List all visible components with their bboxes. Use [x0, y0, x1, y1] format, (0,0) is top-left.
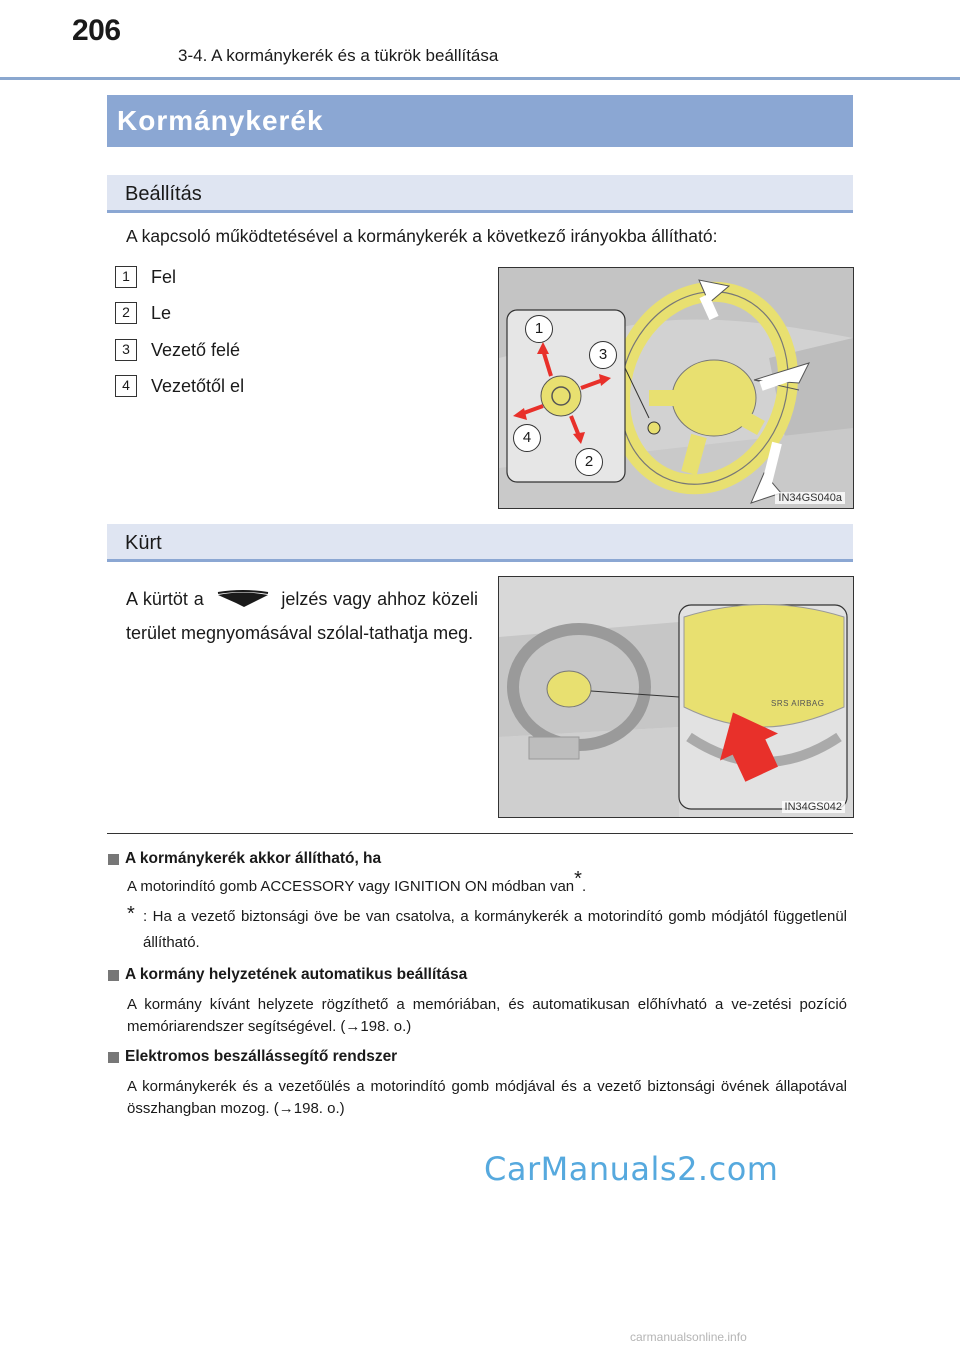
- header-rule: [0, 77, 960, 80]
- horn-figure: [498, 576, 854, 818]
- horn-text-after: jelzés vagy ahhoz közeli terület megnyomásával szólal-tathatja meg.: [126, 589, 479, 643]
- number-box: 4: [115, 375, 137, 397]
- footnote: [127, 904, 847, 956]
- running-header: 3-4. A kormánykerék és a tükrök beállítása: [178, 46, 499, 65]
- steering-adjust-illustration: [499, 268, 853, 508]
- callout-4: 4: [513, 424, 541, 452]
- callout-1: 1: [525, 315, 553, 343]
- number-box: 2: [115, 302, 137, 324]
- note-body: A kormánykerék és a vezetőülés a motorindító gomb módjával és a vezető biztonsági övének állapotával összhangban mozog. (→198. o.): [127, 1078, 847, 1117]
- callout-2: 2: [575, 448, 603, 476]
- footnote-marker: *: [574, 868, 582, 890]
- list-item: [115, 375, 244, 397]
- site-footer: carmanualsonline.info: [630, 1330, 747, 1344]
- list-item-label: Fel: [151, 266, 177, 287]
- number-box: 1: [115, 266, 137, 288]
- steering-adjust-figure: [498, 267, 854, 509]
- figure-code: IN34GS042: [782, 801, 845, 813]
- subsection-horn: Kürt: [107, 524, 853, 562]
- adjustment-intro: A kapcsoló működtetésével a kormánykerék a következő irányokba állítható:: [126, 226, 718, 246]
- note-heading: [108, 850, 381, 868]
- list-item: [115, 339, 240, 361]
- list-item: [115, 266, 176, 288]
- note-body: [127, 868, 847, 898]
- horn-text-before: A kürtöt a: [126, 589, 204, 609]
- note-heading-text: A kormánykerék akkor állítható, ha: [125, 850, 382, 867]
- horn-text: [126, 582, 478, 650]
- page-number: 206: [72, 14, 121, 47]
- square-bullet-icon: [108, 970, 119, 981]
- list-item-label: Vezető felé: [151, 339, 241, 360]
- footnote-text: : Ha a vezető biztonsági öve be van csatolva, a kormánykerék a motorindító gomb módjától függetlenül állítható.: [143, 908, 847, 951]
- horn-icon: [214, 590, 272, 610]
- list-item-label: Le: [151, 302, 172, 323]
- subsection-adjustment: Beállítás: [107, 175, 853, 213]
- note-heading-text: Elektromos beszállássegítő rendszer: [125, 1048, 398, 1065]
- note-heading: [108, 966, 467, 984]
- square-bullet-icon: [108, 854, 119, 865]
- note-heading-text: A kormány helyzetének automatikus beállítása: [125, 966, 468, 983]
- number-box: 3: [115, 339, 137, 361]
- note-heading: [108, 1048, 397, 1066]
- footnote-marker: *: [127, 903, 135, 925]
- figure-code: IN34GS040a: [775, 492, 845, 504]
- notes-divider: [107, 833, 853, 834]
- watermark: CarManuals2.com: [484, 1150, 779, 1188]
- section-title: Kormánykerék: [107, 95, 853, 147]
- airbag-label: SRS AIRBAG: [771, 699, 825, 708]
- callout-3: 3: [589, 341, 617, 369]
- list-item-label: Vezetőtől el: [151, 375, 245, 396]
- note-body: A kormány kívánt helyzete rögzíthető a memóriában, és automatikusan előhívható a ve-zetési pozíció memóriarendszer segítségével. (→198. o.): [127, 996, 847, 1035]
- note-body-text: A motorindító gomb ACCESSORY vagy IGNITION ON módban van: [127, 878, 575, 895]
- note-body-end: .: [581, 878, 587, 895]
- horn-illustration: [499, 577, 853, 817]
- square-bullet-icon: [108, 1052, 119, 1063]
- list-item: [115, 302, 171, 324]
